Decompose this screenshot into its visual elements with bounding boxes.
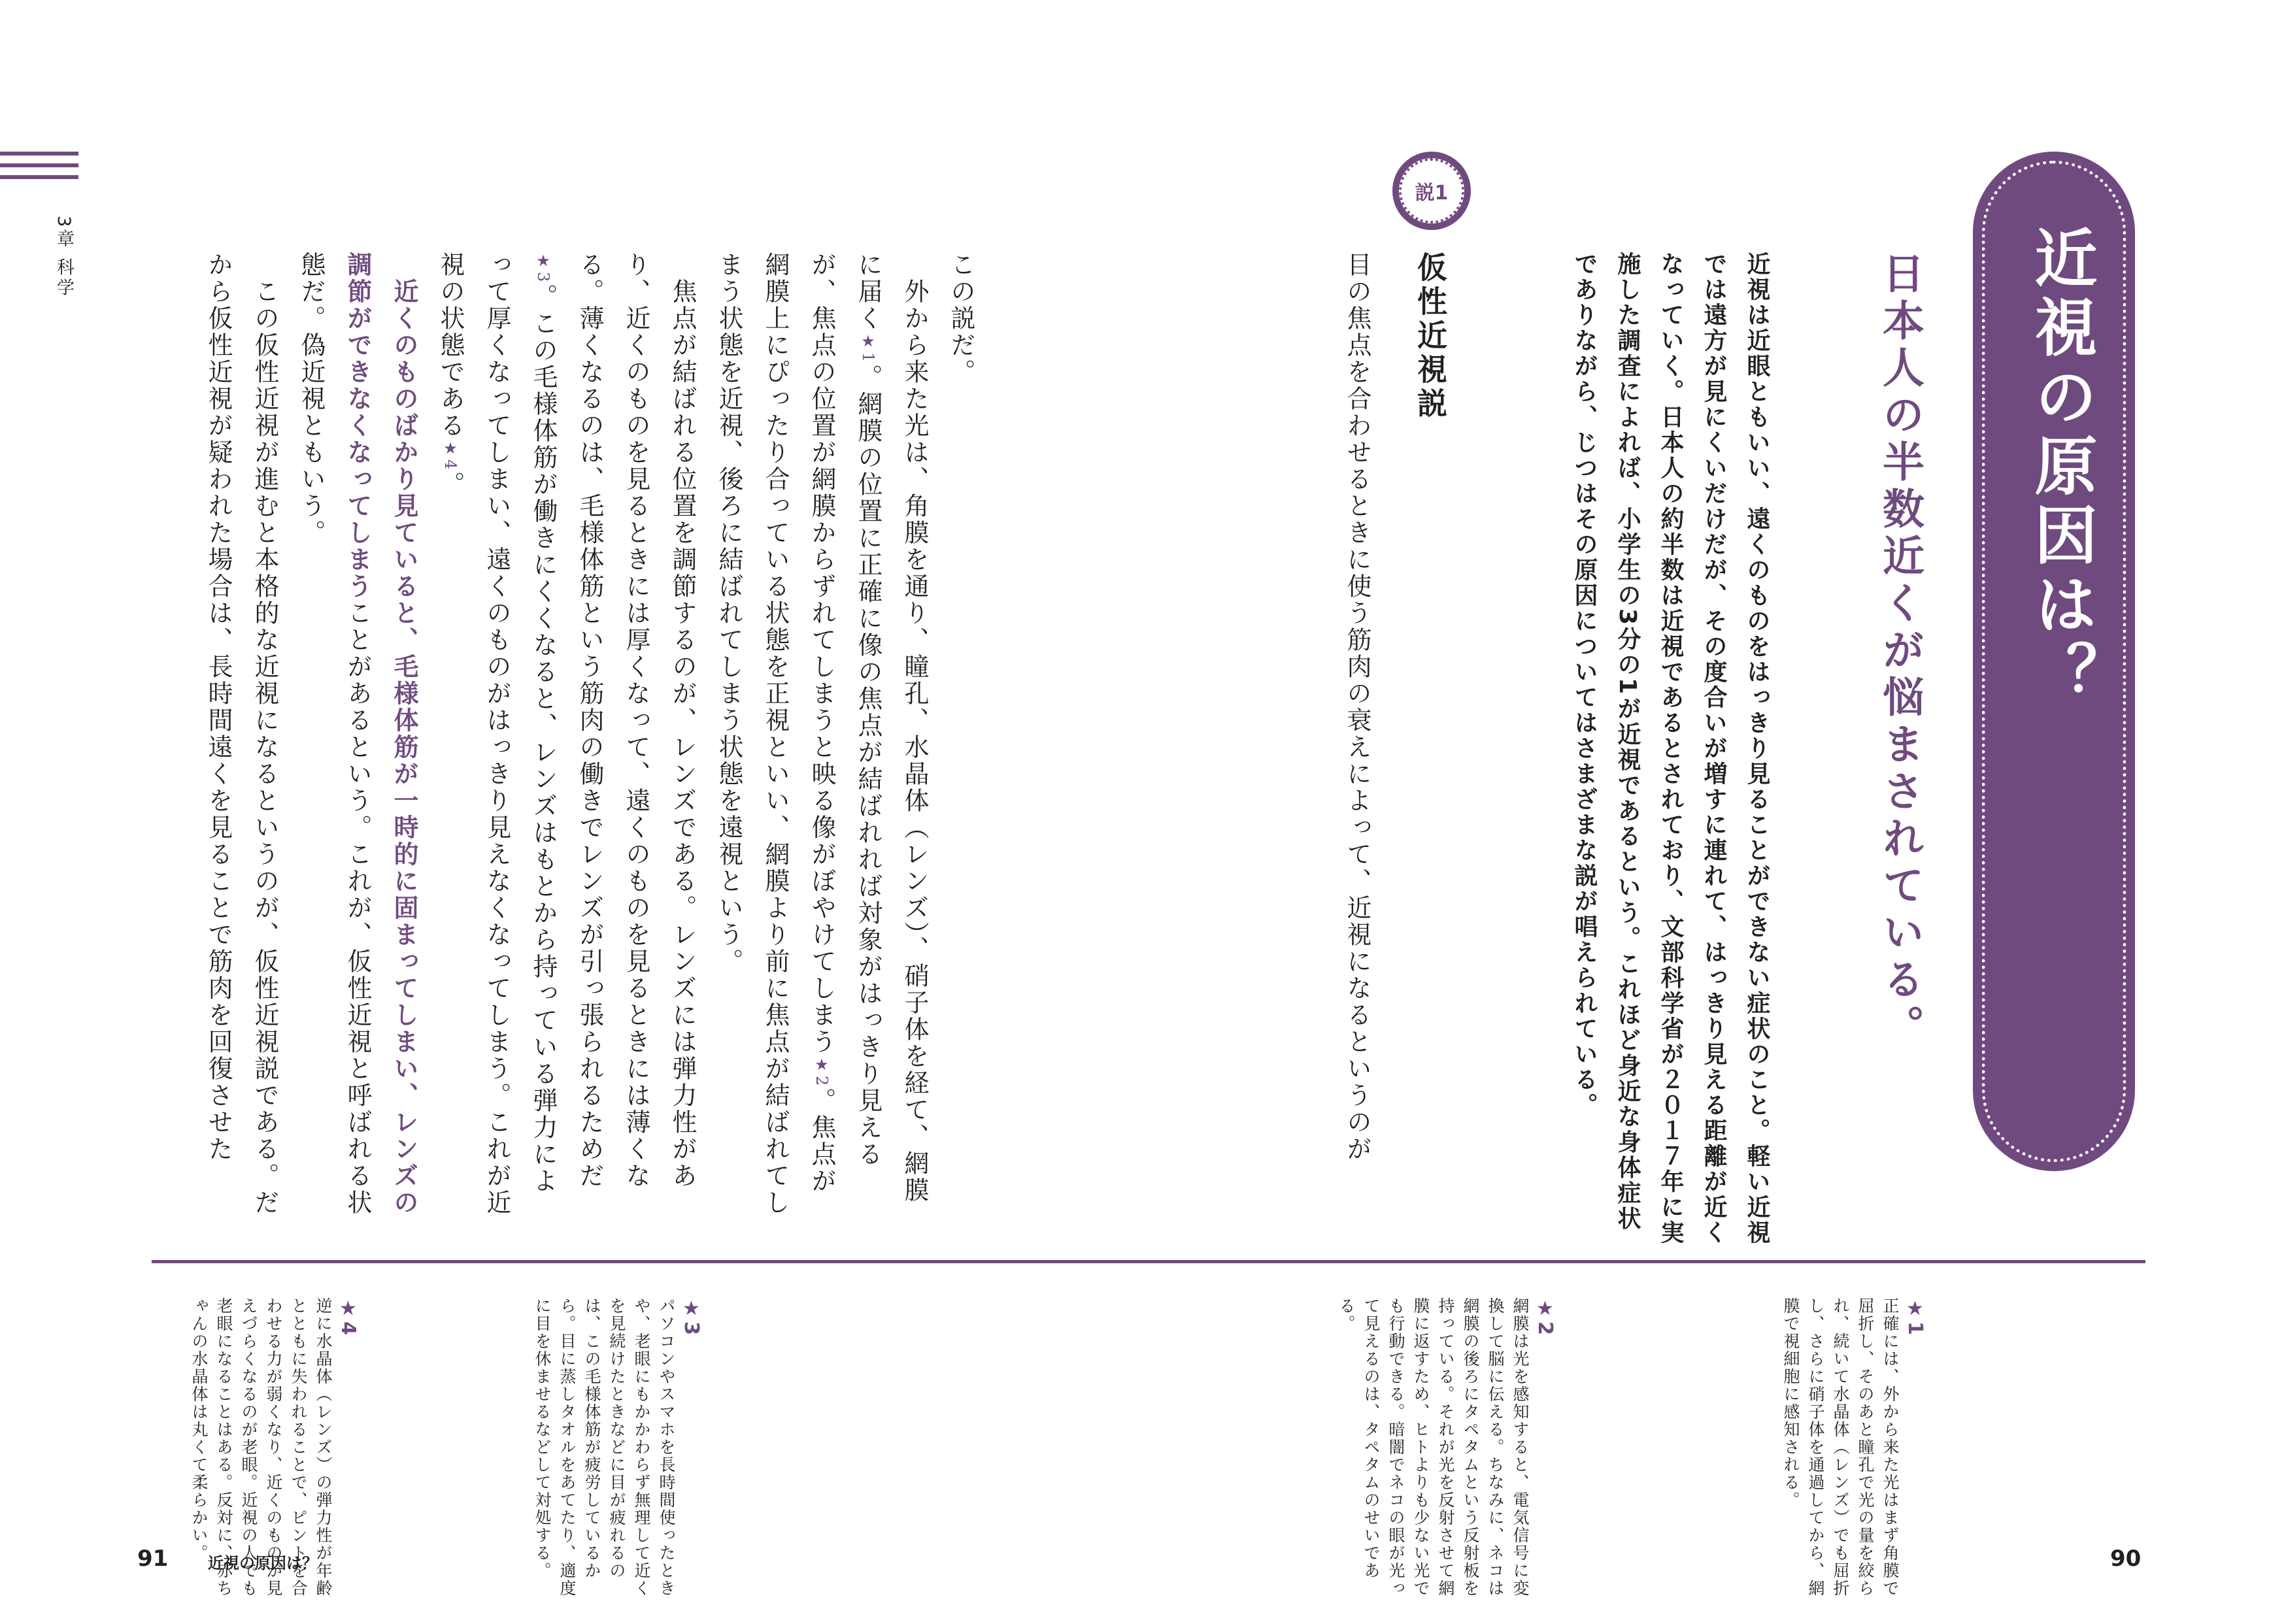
lead-paragraph: 近視は近眼ともいい、遠くのものをはっきり見ることができない症状のこと。軽い近視では遠方が見にくいだけだが、その度合いが増すに連れて、はっきり見える距離が近くなっていく。日本人の約半数は近視であるとされており、文部科学省が２０１７年に実施した調査によれば、小学生の3分の1が近視であるという。これほど身近な身体症状でありながら、じつはその原因についてはさまざまな説が唱えられている。	[1571, 252, 1770, 1246]
footnote-divider	[152, 1260, 2145, 1263]
theory-title: 仮性近視説	[1413, 252, 1448, 422]
theory-badge-label: 説1	[1399, 158, 1464, 224]
chapter-tab-rules	[0, 152, 78, 187]
footnote-4-mark: ★4	[337, 1297, 360, 1336]
chapter-label: 3章 科学	[54, 216, 74, 299]
footnote-ref-4: ★4	[441, 439, 460, 472]
body-paragraph-4: 近くのものばかり見ていると、毛様体筋が一時的に固まってしまい、レンズの調節ができなくなってしまうことがあるという。これが、仮性近視と呼ばれる状態だ。偽近視ともいう。	[297, 252, 418, 1216]
footnote-4-text: 逆に水晶体（レンズ）の弾力性が年齢とともに失われることで、ピントを合わせる力が弱くなり、近くのものが見えづらくなるのが老眼。近視の人でも老眼になることはある。反対に、赤ちゃんの水晶体は丸くて柔らかい。	[190, 1297, 333, 1597]
body-paragraph-5: この仮性近視が進むと本格的な近視になるというのが、仮性近視説である。だから仮性近視が疑われた場合は、長時間遠くを見ることで筋肉を回復させた	[204, 252, 279, 1216]
footnote-ref-2: ★2	[813, 1055, 831, 1088]
page-subtitle: 日本人の半数近くが悩まされている。	[1875, 252, 1924, 1052]
footnote-3-mark: ★3	[680, 1297, 703, 1336]
footnote-ref-1: ★1	[859, 332, 877, 365]
body-intro-text: 目の焦点を合わせるときに使う筋肉の衰えによって、近視になるというのが	[1343, 252, 1371, 1163]
footnote-ref-3: ★3	[534, 252, 552, 284]
body-paragraph-2: 外から来た光は、角膜を通り、瞳孔、水晶体（レンズ）、硝子体を経て、網膜に届く★1。網膜の位置に正確に像の焦点が結ばれれば対象がはっきり見えるが、焦点の位置が網膜からずれてしまうと映る像がぼやけてしまう★2。焦点が網膜上にぴったり合っている状態を正視といい、網膜より前に焦点が結ばれてしまう状態を近視、後ろに結ばれてしまう状態を遠視という。	[714, 252, 929, 1216]
footnote-2-mark: ★2	[1534, 1297, 1556, 1336]
footnote-3	[529, 1297, 703, 1611]
highlight-text: 近くのものばかり見ていると、毛様体筋が一時的に固まってしまい、レンズの調節ができなくなってしまう	[343, 252, 418, 1216]
body-text	[141, 252, 984, 1219]
page-title: 近視の原因は？	[2025, 225, 2098, 710]
footnote-1-text: 正確には、外から来た光はまず角膜で屈折し、そのあと瞳孔で光の量を絞られ、続いて水晶体（レンズ）でも屈折し、さらに硝子体を通過してから、網膜で視細胞に感知される。	[1781, 1297, 1900, 1597]
page-number-left: 91	[137, 1546, 169, 1572]
footnote-3-text: パソコンやスマホを長時間使ったときや、老眼にもかかわらず無理して近くを見続けたときなどに目が疲れるのは、この毛様体筋が疲労しているから。目に蒸しタオルをあてたり、適度に目を休ませるなどして対処する。	[533, 1297, 676, 1597]
footnote-2	[1334, 1297, 1557, 1611]
body-paragraph-1: この説だ。	[947, 252, 975, 386]
footnote-1	[1778, 1297, 1927, 1611]
running-head: 近視の原因は？	[208, 1554, 318, 1572]
theory-badge	[1392, 152, 1471, 230]
body-paragraph-3: 焦点が結ばれる位置を調節するのが、レンズである。レンズには弾力性があり、近くのものを見るときには厚くなって、遠くのものを見るときには薄くなる。薄くなるのは、毛様体筋という筋肉の働きでレンズが引っ張られるためだ★3。この毛様体筋が働きにくくなると、レンズはもとから持っている弾力によって厚くなってしまい、遠くのものがはっきり見えなくなってしまう。これが近視の状態である★4。	[436, 252, 697, 1216]
footnote-1-mark: ★1	[1904, 1297, 1926, 1336]
page-number-right: 90	[2110, 1546, 2142, 1572]
footnote-2-text: 網膜は光を感知すると、電気信号に変換して脳に伝える。ちなみに、ネコは網膜の後ろにタペタムという反射板を持っている。それが光を反射させて網膜に返すため、ヒトよりも少ない光でも行動できる。暗闇でネコの眼が光って見えるのは、タペタムのせいである。	[1337, 1297, 1530, 1597]
body-intro	[1334, 252, 1380, 1219]
